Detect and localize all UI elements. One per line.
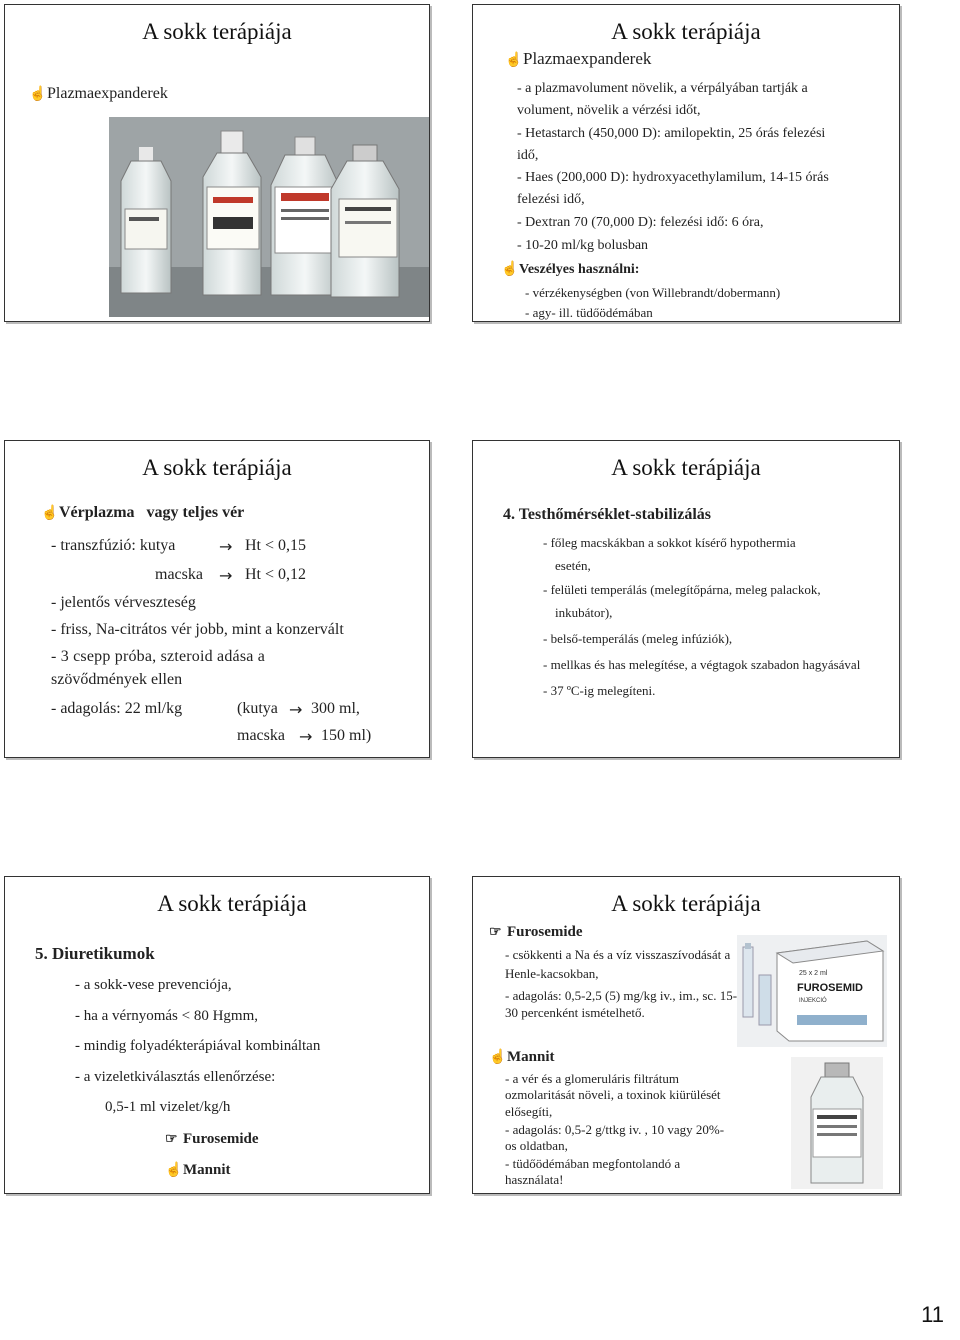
arrow-right-icon: → [219, 537, 233, 556]
text-line: - 10-20 ml/kg bolusban [517, 238, 649, 253]
slide-3 [4, 440, 430, 758]
slide-heading: ☝Vérplazma vagy teljes vér [41, 504, 245, 521]
slide-title: A sokk terápiája [142, 19, 292, 44]
text-line: 30 percenként ismételhető. [505, 1005, 645, 1020]
text-line: 300 ml, [311, 700, 360, 717]
text-line: - 3 csepp próba, szteroid adása a [51, 648, 266, 665]
text-line: - adagolás: 22 ml/kg [51, 700, 183, 717]
infusion-bottles-photo [109, 117, 429, 317]
text-line: - tüdőödémában megfontolandó a [505, 1156, 681, 1171]
text-line: Ht < 0,12 [245, 566, 307, 583]
text-line: - főleg macskákban a sokkot kísérő hypothermia [543, 535, 796, 550]
slide-1 [4, 4, 430, 322]
slide-5 [4, 876, 430, 1194]
arrow-right-icon: → [219, 566, 233, 585]
slide-4 [472, 440, 900, 758]
danger-heading: ☝Veszélyes használni: [501, 262, 640, 277]
text-line: inkubátor), [555, 605, 613, 620]
slide-title: A sokk terápiája [157, 891, 307, 916]
text-line: - felületi temperálás (melegítőpárna, meleg palackok, [543, 582, 821, 597]
hand-pointer-icon: ☝ [501, 262, 519, 277]
hand-pointer-icon: ☞ [165, 1132, 178, 1147]
text-line: - mellkas és has melegítése, a végtagok szabadon hagyásával [543, 657, 861, 672]
text-line: macska [237, 727, 285, 744]
text-line: - jelentős vérveszteség [51, 594, 196, 611]
text-line: - belső-temperálás (meleg infúziók), [543, 631, 733, 646]
box-sub-text: INJEKCIÓ [799, 998, 827, 1004]
text-line: - a vizeletkiválasztás ellenőrzése: [75, 1069, 276, 1085]
text-line: - ha a vérnyomás < 80 Hgmm, [75, 1008, 259, 1024]
text-line: - a vér és a glomeruláris filtrátum [505, 1071, 679, 1086]
furosemide-heading: ☞ Furosemide [489, 924, 583, 940]
text-line: (kutya [237, 700, 278, 717]
text-line: - agy- ill. tüdőödémában [525, 305, 653, 320]
text-line: felezési idő, [517, 192, 585, 207]
hand-pointer-icon: ☝ [41, 506, 59, 521]
mannit-heading: ☝Mannit [489, 1049, 555, 1065]
text-line: volument, növelik a vérzési időt, [517, 103, 701, 118]
hand-pointer-icon: ☝ [489, 1050, 507, 1065]
sub-item: ☝Mannit [165, 1162, 231, 1178]
text-line: Ht < 0,15 [245, 537, 307, 554]
text-line: esetén, [555, 558, 591, 573]
text-line: elősegíti, [505, 1104, 553, 1119]
text-line: - transzfúzió: kutya [51, 537, 176, 554]
text-line: macska [155, 566, 203, 583]
slide-title: A sokk terápiája [611, 891, 761, 916]
slide-6 [472, 876, 900, 1194]
text-line: - adagolás: 0,5-2 g/ttkg iv. , 10 vagy 20%- [505, 1122, 725, 1137]
text-line: idő, [517, 148, 539, 163]
slide-title: A sokk terápiája [611, 19, 761, 44]
furosemid-box-photo [737, 935, 887, 1047]
sub-item: ☞ Furosemide [165, 1131, 259, 1147]
slide-heading: ☝Plazmaexpanderek [505, 49, 652, 68]
text-line: - a sokk-vese prevenciója, [75, 977, 232, 993]
text-line: - Dextran 70 (70,000 D): felezési idő: 6 óra, [517, 215, 764, 230]
text-line: os oldatban, [505, 1138, 568, 1153]
slide-heading: ☝Plazmaexpanderek [29, 85, 168, 102]
slide-heading: 4. Testhőmérséklet-stabilizálás [503, 506, 711, 523]
text-line: - vérzékenységben (von Willebrandt/dobermann) [525, 285, 781, 300]
slide-title: A sokk terápiája [142, 455, 292, 480]
text-line: 0,5-1 ml vizelet/kg/h [105, 1099, 231, 1115]
arrow-right-icon: → [289, 700, 303, 719]
hand-pointer-icon: ☞ [489, 925, 502, 940]
text-line: használata! [505, 1172, 564, 1187]
slide-title: A sokk terápiája [611, 455, 761, 480]
hand-pointer-icon: ☝ [29, 87, 47, 102]
text-line: - a plazmavolument növelik, a vérpályában tartják a [517, 81, 808, 96]
hand-pointer-icon: ☝ [165, 1163, 183, 1178]
arrow-right-icon: → [299, 727, 313, 746]
text-line: ozmolaritását növeli, a toxinok kiürülését [505, 1087, 721, 1102]
text-line: - friss, Na-citrátos vér jobb, mint a konzervált [51, 621, 344, 638]
text-line: - 37 ºC-ig melegíteni. [543, 683, 656, 698]
hand-pointer-icon: ☝ [505, 53, 523, 68]
slide-2 [472, 4, 900, 322]
slide-heading: 5. Diuretikumok [35, 944, 155, 963]
text-line: Henle-kacsokban, [505, 966, 599, 981]
text-line: - mindig folyadékterápiával kombináltan [75, 1038, 321, 1054]
text-line: - Hetastarch (450,000 D): amilopektin, 25 órás felezési [517, 126, 826, 141]
text-line: - csökkenti a Na és a víz visszaszívodását a [505, 947, 731, 962]
text-line: - Haes (200,000 D): hydroxyacethylamilum, 14-15 órás [517, 170, 829, 185]
page-number: 11 [921, 1302, 944, 1327]
text-line: - adagolás: 0,5-2,5 (5) mg/kg iv., im., sc. 15- [505, 988, 738, 1003]
mannit-bottle-photo [791, 1057, 883, 1189]
box-brand-text: FUROSEMID [797, 982, 863, 994]
text-line: szövődmények ellen [51, 671, 183, 688]
bottle-1 [121, 147, 171, 293]
box-count-text: 25 x 2 ml [799, 970, 828, 977]
text-line: 150 ml) [321, 727, 372, 744]
